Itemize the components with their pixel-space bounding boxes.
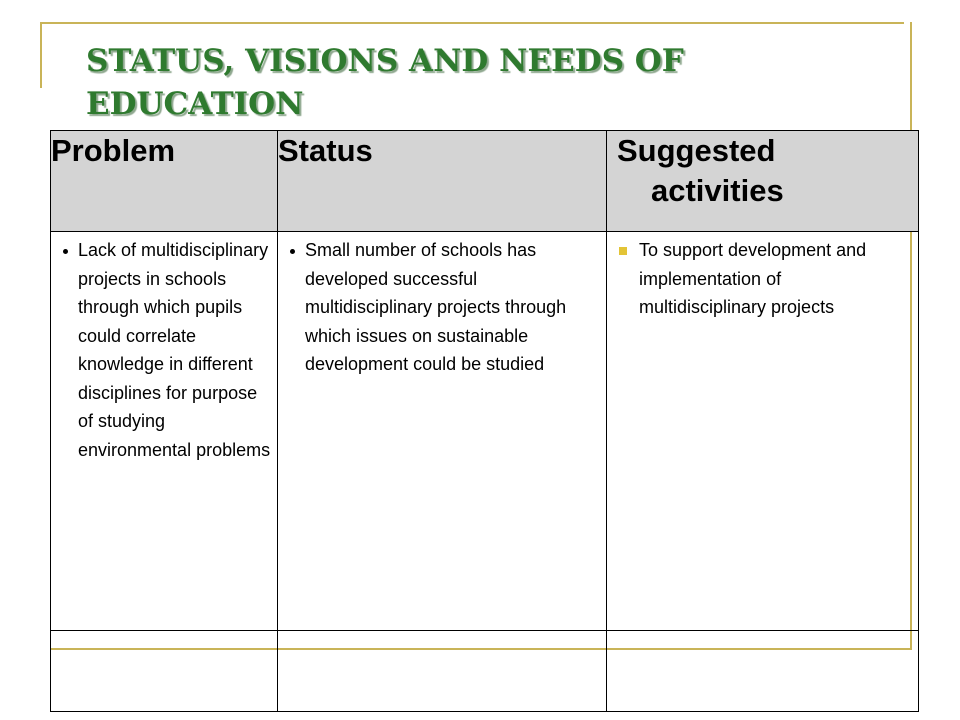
slide-frame-top-line <box>40 22 904 24</box>
header-problem: Problem <box>51 131 278 232</box>
header-suggested-line2: activities <box>651 173 784 208</box>
cell-empty-3 <box>607 631 919 712</box>
bullet-dot-icon <box>290 249 295 254</box>
slide-frame-left-line <box>40 22 42 88</box>
cell-suggested <box>607 232 919 631</box>
suggested-bullet-item <box>607 232 918 322</box>
cell-empty-1 <box>51 631 278 712</box>
cell-status <box>278 232 607 631</box>
status-bullet-item <box>278 232 606 379</box>
bullet-square-icon <box>619 247 627 255</box>
table-row <box>51 232 919 631</box>
problem-text: Lack of multidisciplinary projects in schools through which pupils could correlate knowledge in different disciplines for purpose of studying environmental problems <box>78 240 271 460</box>
status-table <box>50 130 919 712</box>
header-status: Status <box>278 131 607 232</box>
bullet-dot-icon <box>63 249 68 254</box>
suggested-text: To support development and implementation of multidisciplinary projects <box>639 240 867 317</box>
slide-title: STATUS, VISIONS AND NEEDS OF EDUCATION <box>86 43 684 122</box>
table-header-row <box>51 131 919 232</box>
cell-problem <box>51 232 278 631</box>
status-text: Small number of schools has developed successful multidisciplinary projects through which issues on sustainable development could be studied <box>305 240 567 374</box>
cell-empty-2 <box>278 631 607 712</box>
header-suggested-line1: Suggested <box>617 133 776 168</box>
table-row-empty <box>51 631 919 712</box>
problem-bullet-item <box>51 232 277 464</box>
header-suggested-activities <box>607 131 919 232</box>
